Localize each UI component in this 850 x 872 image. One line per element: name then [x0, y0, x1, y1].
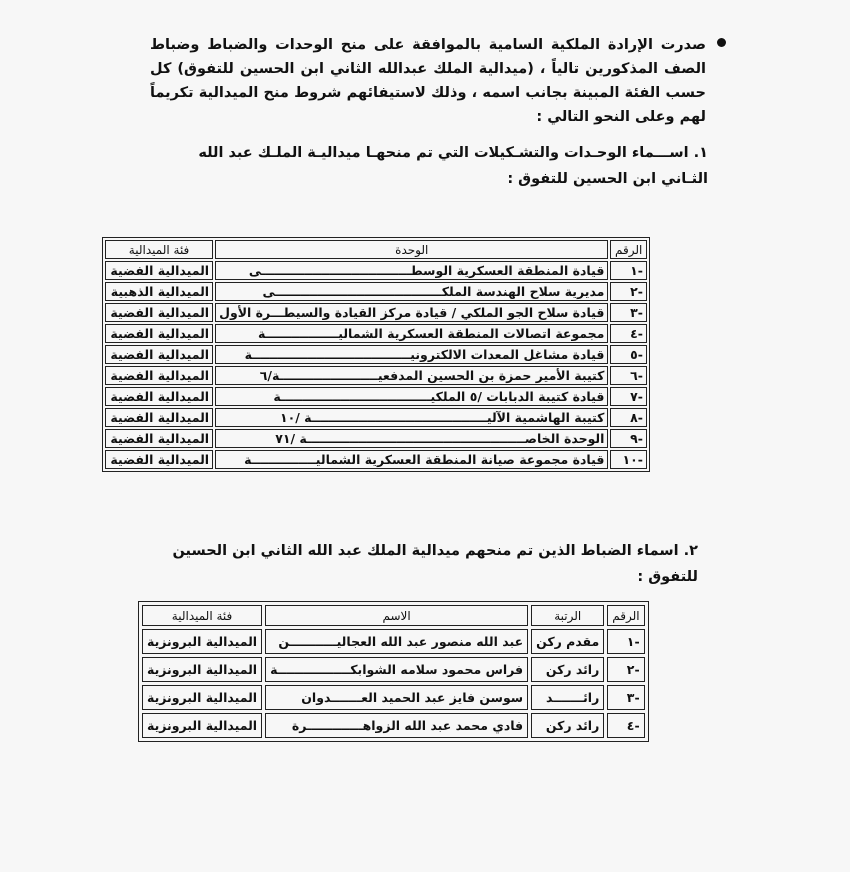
row-category: الميدالية الفضية: [105, 429, 213, 448]
row-rank: رائـــــــد: [531, 685, 604, 710]
intro-paragraph: [150, 33, 706, 129]
row-category: الميدالية الفضية: [105, 450, 213, 469]
row-rank: رائد ركن: [531, 657, 604, 682]
row-num: -٣: [610, 303, 647, 322]
row-unit: قيادة كتيبة الدبابات /٥ الملكيـــــــــــــــــــــــــــــــــــة: [215, 387, 608, 406]
row-num: -١: [610, 261, 647, 280]
row-name: سوسن فايز عبد الحميد العـــــــدوان: [265, 685, 528, 710]
row-category: الميدالية الفضية: [105, 261, 213, 280]
table-row: [142, 713, 645, 738]
row-unit: مجموعة اتصالات المنطقة العسكرية الشماليـــــــــــــــــة: [215, 324, 608, 343]
row-name: فادي محمد عبد الله الزواهـــــــــــــرة: [265, 713, 528, 738]
row-num: -٢: [610, 282, 647, 301]
row-unit: الوحدة الخاصـــــــــــــــــــــــــــــــــــــــــــــــــــة /٧١: [215, 429, 608, 448]
row-category: الميدالية البرونزية: [142, 713, 262, 738]
row-unit: قيادة المنطقة العسكرية الوسطـــــــــــــــــــــــــــــــــــى: [215, 261, 608, 280]
row-num: -٨: [610, 408, 647, 427]
row-category: الميدالية البرونزية: [142, 685, 262, 710]
table-row: [105, 408, 647, 427]
officers-table: [138, 601, 649, 742]
section-2-heading: ٢. اسماء الضباط الذين تم منحهم ميدالية الملك عبد الله الثاني ابن الحسين للتفوق :: [172, 543, 698, 585]
row-name: عبد الله منصور عبد الله العجاليـــــــــــن: [265, 629, 528, 654]
row-num: -٥: [610, 345, 647, 364]
table-row: [142, 657, 645, 682]
table-row: [142, 629, 645, 654]
row-num: -٢: [607, 657, 644, 682]
row-category: الميدالية الفضية: [105, 387, 213, 406]
row-category: الميدالية الفضية: [105, 408, 213, 427]
row-category: الميدالية الفضية: [105, 366, 213, 385]
row-category: الميدالية الذهبية: [105, 282, 213, 301]
row-num: -١٠: [610, 450, 647, 469]
row-category: الميدالية البرونزية: [142, 657, 262, 682]
header-unit: الوحدة: [215, 240, 608, 259]
row-unit: كتيبة الهاشمية الآليـــــــــــــــــــــــــــــــــــــــــة /١٠: [215, 408, 608, 427]
row-rank: رائد ركن: [531, 713, 604, 738]
header-rank: الرتبة: [531, 605, 604, 626]
table-row: [105, 303, 647, 322]
table-row: [105, 324, 647, 343]
header-category: فئة الميدالية: [142, 605, 262, 626]
section-1-heading: ١. اســـماء الوحـدات والتشـكيلات التي تم منحهـا ميداليـة الملـك عبد الله الثـاني ابن الحسين للتفوق :: [198, 145, 708, 187]
row-name: فراس محمود سلامه الشوابكـــــــــــــــــة: [265, 657, 528, 682]
table-row: [105, 345, 647, 364]
header-num: الرقم: [607, 605, 644, 626]
row-unit: قيادة مشاغل المعدات الالكترونيـــــــــــــــــــــــــــــــــــــة: [215, 345, 608, 364]
table-row: [105, 366, 647, 385]
units-table-header: [105, 240, 647, 259]
row-rank: مقدم ركن: [531, 629, 604, 654]
row-category: الميدالية الفضية: [105, 345, 213, 364]
bullet-point-icon: [717, 38, 726, 47]
row-num: -١: [607, 629, 644, 654]
row-unit: كتيبة الأمير حمزة بن الحسين المدفعيـــــــــــــــــــــــة/٦: [215, 366, 608, 385]
table-row: [142, 685, 645, 710]
header-name: الاسم: [265, 605, 528, 626]
row-num: -٧: [610, 387, 647, 406]
table-row: [105, 450, 647, 469]
row-num: -٦: [610, 366, 647, 385]
row-unit: قيادة مجموعة صيانة المنطقة العسكرية الشماليـــــــــــــــة: [215, 450, 608, 469]
header-category: فئة الميدالية: [105, 240, 213, 259]
row-category: الميدالية الفضية: [105, 303, 213, 322]
table-row: [105, 429, 647, 448]
header-num: الرقم: [610, 240, 647, 259]
row-category: الميدالية الفضية: [105, 324, 213, 343]
table-row: [105, 282, 647, 301]
row-num: -٣: [607, 685, 644, 710]
intro-text: صدرت الإرادة الملكية السامية بالموافقة على منح الوحدات والضباط وضباط الصف المذكورين تالياً ، (ميدالية الملك عبدالله الثاني ابن الحسين للتفوق) كل حسب الفئة المبينة بجانب اسمه ، وذلك لاستيفائهم شروط منح الميدالية تكريماً لهم وعلى النحو التالي :: [150, 37, 706, 125]
row-num: -٩: [610, 429, 647, 448]
officers-table-header: [142, 605, 645, 626]
row-unit: مديرية سلاح الهندسة الملكـــــــــــــــــــــــــــــــــــــــى: [215, 282, 608, 301]
units-table: [102, 237, 650, 472]
row-unit: قيادة سلاح الجو الملكي / قيادة مركز القيادة والسيطـــرة الأول: [215, 303, 608, 322]
row-num: -٤: [610, 324, 647, 343]
row-num: -٤: [607, 713, 644, 738]
row-category: الميدالية البرونزية: [142, 629, 262, 654]
table-row: [105, 387, 647, 406]
table-row: [105, 261, 647, 280]
